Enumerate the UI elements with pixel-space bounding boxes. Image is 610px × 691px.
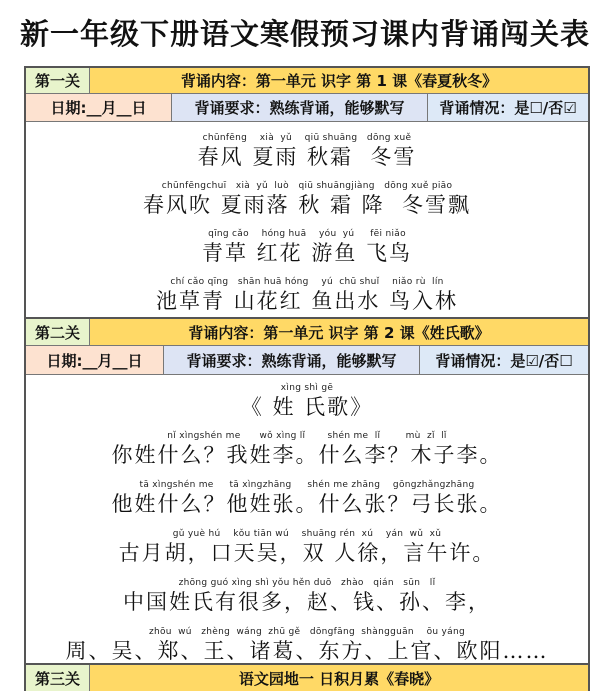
- pinyin: tā xìngshén me tā xìngzhāng shén me zhāng gōngzhǎngzhāng: [139, 480, 475, 490]
- hanzi: 春风 夏雨 秋霜 冬雪: [197, 145, 417, 169]
- level2-status: 背诵情况：是☑/否☐: [420, 346, 588, 374]
- pinyin: qīng cǎo hóng huā yóu yú fēi niǎo: [208, 229, 406, 239]
- level1-content: 背诵内容：第一单元 识字 第 1 课《春夏秋冬》: [90, 68, 588, 93]
- level2-line-4: [26, 577, 588, 615]
- hanzi: 池草青 山花红 鱼出水 鸟入林: [155, 289, 459, 313]
- level1-line-3: [26, 228, 588, 266]
- level2-requirement: 背诵要求：熟练背诵，能够默写: [164, 346, 420, 374]
- pinyin: chūnfēngchuī xià yǔ luò qiū shuāngjiàng dōng xuě piāo: [161, 181, 453, 191]
- level2-line-2: [26, 479, 588, 517]
- level1-line-1: [26, 132, 588, 170]
- hanzi: 周、吴、郑、王、诸葛、东方、上官、欧阳……: [65, 639, 549, 663]
- level1-info-row: [26, 94, 588, 122]
- hanzi: 中国姓氏有很多，赵、钱、孙、李，: [123, 590, 491, 614]
- pinyin: zhōng guó xìng shì yǒu hěn duō zhào qián sūn lǐ: [178, 578, 436, 588]
- hanzi: 你姓什么？我姓李。什么李？木子李。: [111, 443, 503, 467]
- hanzi: 他姓什么？他姓张。什么张？弓长张。: [111, 492, 503, 516]
- pinyin: gǔ yuè hú kǒu tiān wú shuāng rén xú yán wǔ xǔ: [172, 529, 442, 539]
- level1-label: 第一关: [26, 68, 90, 93]
- level1-line-2: [26, 180, 588, 218]
- pinyin: chūnfēng xià yǔ qiū shuāng dōng xuě: [202, 133, 412, 143]
- level2-content: 背诵内容：第一单元 识字 第 2 课《姓氏歌》: [90, 319, 588, 345]
- page-title: 新一年级下册语文寒假预习课内背诵闯关表: [19, 17, 590, 51]
- level1-line-4: [26, 276, 588, 314]
- level3-header-row: [26, 663, 588, 691]
- pinyin: zhōu wú zhèng wáng zhū gě dōngfāng shàngguān ōu yáng: [148, 627, 466, 637]
- checklist-table: [24, 66, 590, 691]
- pinyin: nǐ xìngshén me wǒ xìng lǐ shén me lǐ mù zǐ lǐ: [167, 431, 447, 441]
- level1-date: 日期:__月__日: [26, 94, 172, 121]
- level2-info-row: [26, 346, 588, 375]
- level2-line-5: [26, 626, 588, 664]
- level1-header-row: [26, 66, 588, 94]
- pinyin: chí cǎo qīng shān huā hóng yú chū shuǐ niǎo rù lín: [170, 277, 444, 287]
- level1-status: 背诵情况：是☐/否☑: [428, 94, 588, 121]
- level2-line-1: [26, 430, 588, 468]
- level2-line-3: [26, 528, 588, 566]
- level3-content: 语文园地一 日积月累《春晓》: [90, 665, 588, 691]
- hanzi: 春风吹 夏雨落 秋 霜 降 冬雪飘: [142, 193, 472, 217]
- hanzi: 古月胡，口天吴，双 人徐，言午许。: [118, 541, 496, 565]
- level2-poem-title: [26, 382, 588, 420]
- level2-label: 第二关: [26, 319, 90, 345]
- hanzi: 《 姓 氏歌》: [240, 395, 374, 419]
- level3-label: 第三关: [26, 665, 90, 691]
- level2-date: 日期:__月__日: [26, 346, 164, 374]
- hanzi: 青草 红花 游鱼 飞鸟: [201, 241, 413, 265]
- level2-header-row: [26, 317, 588, 346]
- level1-requirement: 背诵要求：熟练背诵，能够默写: [172, 94, 428, 121]
- pinyin: xìng shì gē: [280, 383, 334, 393]
